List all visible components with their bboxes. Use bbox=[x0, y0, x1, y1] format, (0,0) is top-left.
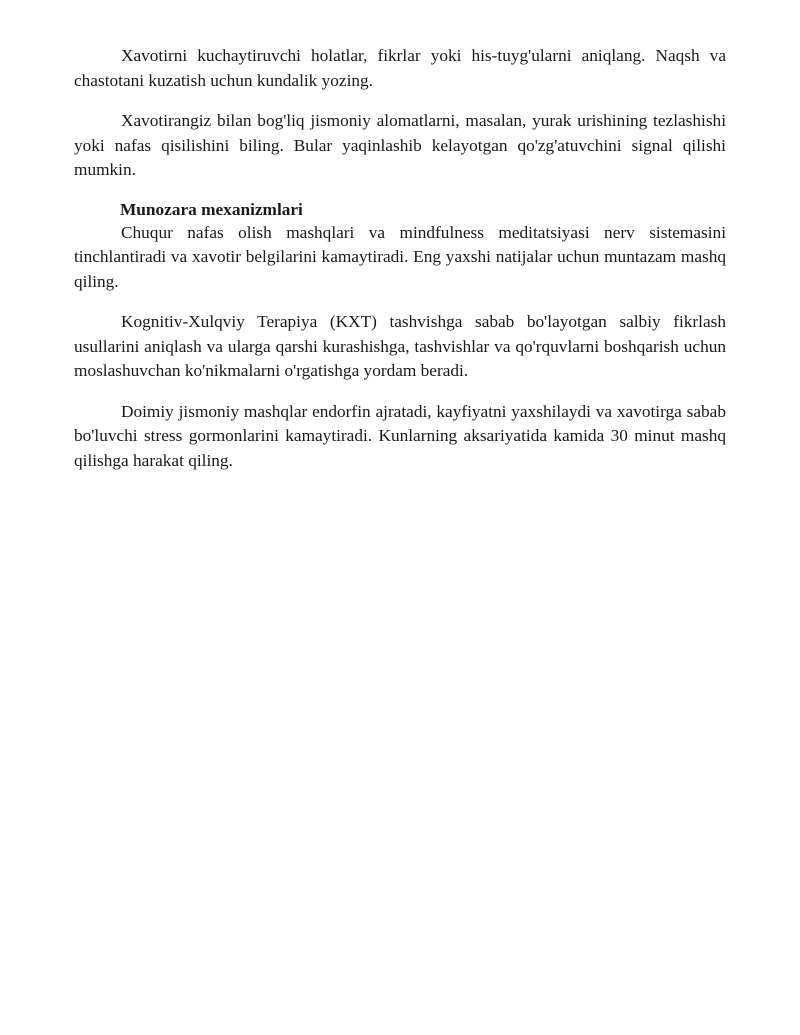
paragraph-exercise: Doimiy jismoniy mashqlar endorfin ajratadi, kayfiyatni yaxshilaydi va xavotirga sabab bo'luvchi stress gormonlarini kamaytiradi. Kunlarning aksariyatida kamida 30 minut mashq qilishga harakat qiling. bbox=[74, 401, 726, 470]
paragraph-breathing: Chuqur nafas olish mashqlari va mindfulness meditatsiyasi nerv sistemasini tinchlantiradi va xavotir belgilarini kamaytiradi. Eng yaxshi natijalar uchun muntazam mashq qiling. bbox=[74, 222, 726, 291]
document-page bbox=[74, 44, 726, 489]
section-heading: Munozara mexanizmlari bbox=[120, 199, 303, 219]
paragraph-physical-symptoms: Xavotirangiz bilan bog'liq jismoniy alomatlarni, masalan, yurak urishining tezlashishi yoki nafas qisilishini biling. Bular yaqinlashib kelayotgan qo'zg'atuvchini signal qilishi mumkin. bbox=[74, 111, 726, 179]
paragraph-cbt: Kognitiv-Xulqviy Terapiya (KXT) tashvishga sabab bo'layotgan salbiy fikrlash usullarini aniqlash va ularga qarshi kurashishga, tashvishlar va qo'rquvlarni boshqarish uchun moslashuvchan ko'nikmalarni o'rgatishga yordam beradi. bbox=[74, 312, 726, 380]
paragraph-triggers: Xavotirni kuchaytiruvchi holatlar, fikrlar yoki his-tuyg'ularni aniqlang. Naqsh va chastotani kuzatish uchun kundalik yozing. bbox=[74, 46, 726, 90]
